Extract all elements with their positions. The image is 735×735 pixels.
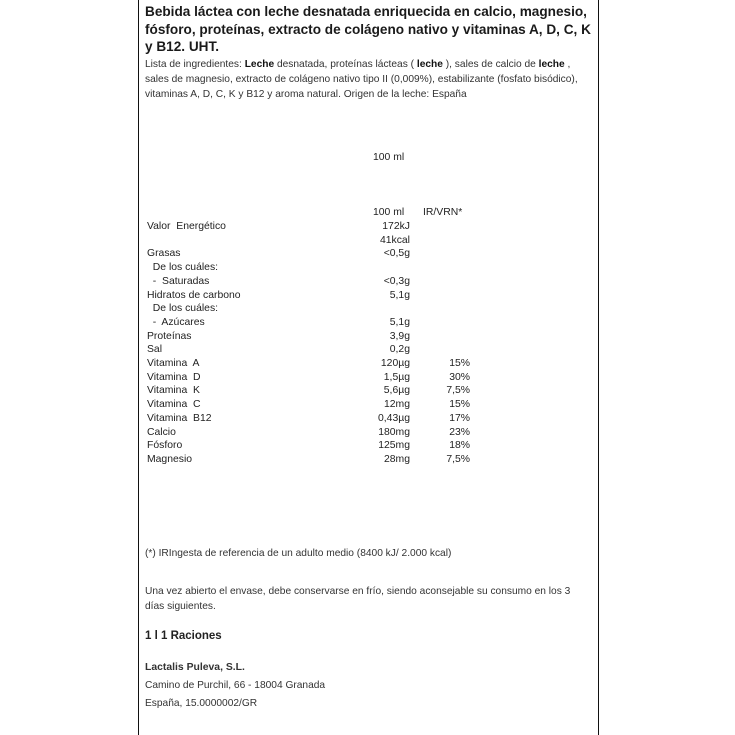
ingredients-prefix: Lista de ingredientes: — [145, 59, 245, 70]
nutrient-label: Vitamina D — [147, 371, 201, 383]
allergen-leche: Leche — [244, 59, 275, 70]
nutrient-value: 172kJ — [382, 221, 410, 232]
nutrient-value: <0,3g — [383, 275, 410, 287]
serving-header: 100 ml — [373, 152, 405, 163]
company-address: Camino de Purchil, 66 - 18004 Granada — [145, 680, 326, 691]
nutrient-label: Valor Energético — [147, 221, 226, 232]
nutrient-value: 0,2g — [389, 344, 410, 356]
nutrient-label: Fósforo — [147, 440, 183, 452]
nutrient-ir: 7,5% — [446, 385, 470, 397]
nutrient-value: 5,1g — [389, 289, 410, 301]
nutrient-label: Vitamina K — [147, 385, 200, 397]
ingredients-list — [145, 57, 595, 102]
nutrient-label: Vitamina C — [147, 399, 201, 411]
nutrient-label: - Azúcares — [147, 316, 205, 328]
nutrient-ir: 15% — [449, 358, 470, 369]
nutrient-ir: 17% — [449, 412, 470, 424]
nutrient-value: 180mg — [378, 426, 410, 438]
nutrient-value: 5,1g — [389, 316, 410, 328]
allergen-leche: leche — [414, 59, 443, 70]
footnote: (*) IRIngesta de referencia de un adulto medio (8400 kJ/ 2.000 kcal) — [145, 548, 452, 559]
ingredients-text: , sales de magnesio, extracto de colágeno nativo tipo II (0,009%), estabilizante (fosfato bisódico), vitaminas A, D, C, K y B12 y aroma natural. Origen de la leche: España — [145, 59, 578, 100]
nutrient-label: Magnesio — [147, 453, 193, 465]
company-registry: España, 15.0000002/GR — [145, 698, 258, 709]
nutrient-value: 3,9g — [389, 330, 410, 342]
nutrient-ir: 23% — [449, 426, 470, 438]
nutrient-label: - Saturadas — [147, 275, 210, 287]
column-header-ir: IR/VRN* — [423, 207, 463, 218]
nutrient-value: 12mg — [384, 399, 410, 411]
nutrient-value: 41kcal — [379, 234, 410, 246]
nutrient-ir: 15% — [449, 399, 470, 411]
nutrient-label: Calcio — [147, 426, 176, 438]
ingredients-text: desnatada, proteínas lácteas ( — [274, 59, 415, 70]
column-header-100ml: 100 ml — [373, 207, 405, 218]
product-title: Bebida láctea con leche desnatada enriquecida en calcio, magnesio, fósforo, proteínas, extracto de colágeno nativo y vitaminas A, D, C, K y B12. UHT. — [145, 4, 591, 54]
nutrient-label: Grasas — [147, 248, 181, 260]
storage-instructions: Una vez abierto el envase, debe conservarse en frío, siendo aconsejable su consumo en los 3 días siguientes. — [145, 586, 571, 612]
nutrient-value: <0,5g — [383, 248, 410, 260]
nutrient-value: 28mg — [384, 453, 410, 465]
nutrient-label: Hidratos de carbono — [147, 289, 241, 301]
nutrient-value: 120µg — [380, 358, 410, 369]
nutrient-ir: 30% — [449, 371, 470, 383]
rations: 1 l 1 Raciones — [145, 630, 222, 642]
nutrient-value: 5,6µg — [383, 385, 410, 397]
nutrient-label: Sal — [147, 344, 163, 356]
nutrient-ir: 18% — [449, 440, 470, 452]
nutrient-ir: 7,5% — [446, 453, 470, 465]
company-name: Lactalis Puleva, S.L. — [145, 662, 245, 673]
nutrient-value: 125mg — [378, 440, 410, 452]
nutrient-label: De los cuáles: — [147, 262, 219, 274]
nutrient-label: Proteínas — [147, 330, 192, 342]
nutrient-value: 1,5µg — [383, 371, 410, 383]
nutrient-label: Vitamina A — [147, 358, 200, 369]
allergen-leche: leche — [538, 59, 565, 70]
nutrient-value: 0,43µg — [378, 412, 410, 424]
nutrient-label: De los cuáles: — [147, 303, 219, 315]
ingredients-text: ), sales de calcio de — [442, 59, 539, 70]
nutrient-label: Vitamina B12 — [147, 412, 212, 424]
